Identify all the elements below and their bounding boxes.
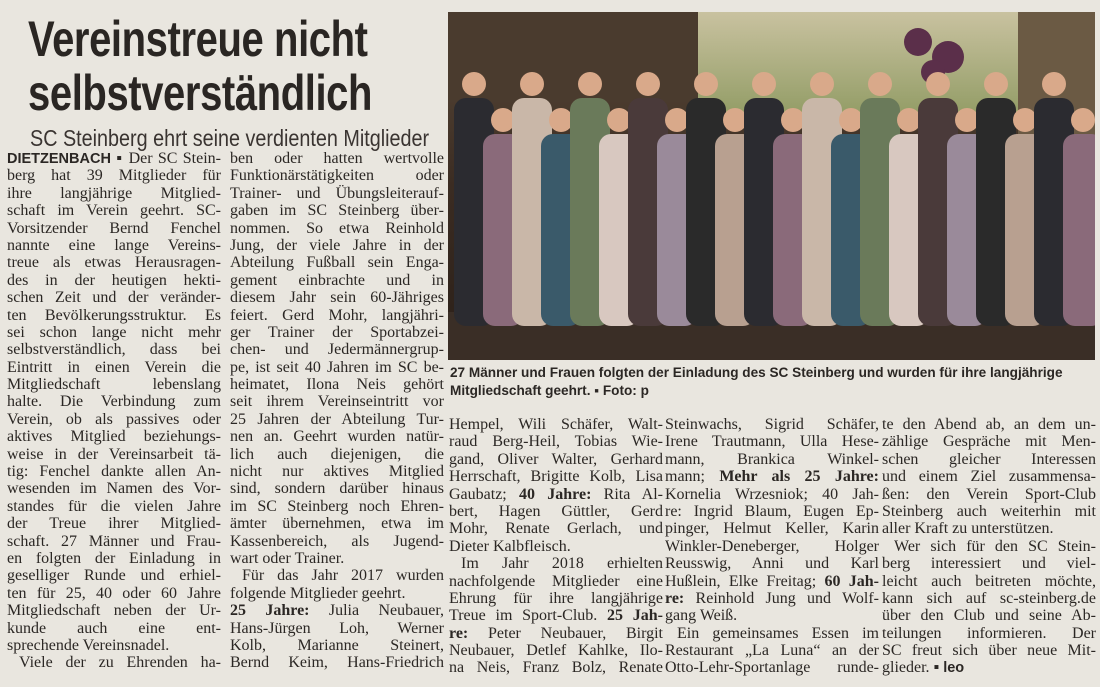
text-line: kunde auch eine ent- [7, 619, 221, 637]
headline-line-2: selbstverständlich [28, 65, 373, 121]
text-segment: Treue im Sport-Club. [449, 607, 608, 625]
text-line: nen an. Geehrt wurden natür- [230, 428, 444, 446]
text-segment: Reinhold Jung und Wolf- [684, 589, 879, 607]
person-head [984, 72, 1008, 96]
text-line: pe, ist seit 40 Jahren im SC be- [230, 358, 444, 376]
text-line: nicht nur aktives Mitglied [230, 463, 444, 481]
text-line: Bernd Keim, Hans-Friedrich [230, 654, 444, 672]
person-head [520, 72, 544, 96]
text-line: Winkler-Deneberger, Holger [665, 537, 879, 555]
text-line: seit ihrem Vereinseintritt vor [230, 393, 444, 411]
text-line [665, 607, 879, 624]
person-head [839, 108, 863, 132]
text-line: halte. Die Verbindung zum [7, 393, 221, 411]
text-line: selbstverständlich, dass bei [7, 341, 221, 359]
text-segment: sprechende Vereinsnadel. [7, 636, 170, 654]
text-line: Steinberg auch weiterhin mit [882, 502, 1096, 520]
text-line [882, 659, 1096, 676]
person-head [607, 108, 631, 132]
person-head [694, 72, 718, 96]
text-line: lich auch diejenigen, die [230, 445, 444, 463]
bold-label: re: [449, 624, 469, 642]
person-head [1042, 72, 1066, 96]
bold-label: 25 Jah- [607, 607, 663, 625]
text-line [665, 468, 879, 485]
text-line: SC freut sich über neue Mit- [882, 642, 1096, 660]
text-line: Restaurant „La Luna“ an der [665, 642, 879, 660]
text-line: berg hat 39 Mitglieder für [7, 167, 221, 185]
text-line: ger Trainer der Sportabzei- [230, 323, 444, 341]
text-line: treue als etwas Herausragen- [7, 254, 221, 272]
person-head [665, 108, 689, 132]
article-column-2 [230, 150, 444, 672]
text-line: teilungen informieren. Der [882, 624, 1096, 642]
text-line: 25 Jahren der Abteilung Tur- [230, 410, 444, 428]
person-head [810, 72, 834, 96]
text-line: geselliger Runde und erhiel- [7, 567, 221, 585]
text-line: kann sich auf sc-steinberg.de [882, 589, 1096, 607]
text-line: schen Zeit und der veränder- [7, 289, 221, 307]
text-line: Vorsitzender Bernd Fenchel [7, 219, 221, 237]
text-line: leicht auch beitreten möchte, [882, 572, 1096, 590]
text-line: te den Abend ab, an dem un- [882, 416, 1096, 433]
dateline: DIETZENBACH [7, 151, 111, 167]
text-line: Mitgliedschaft neben der Ur- [7, 602, 221, 620]
text-line: Herrschaft, Brigitte Kolb, Lisa [449, 468, 663, 486]
person-head [752, 72, 776, 96]
person-head [955, 108, 979, 132]
bold-label: 60 Jah- [824, 572, 879, 590]
text-line: sind, sondern darüber hinaus [230, 480, 444, 498]
person-head [868, 72, 892, 96]
text-line: standes für die vielen Jahre [7, 497, 221, 515]
text-segment: Julia Neubauer, [309, 602, 445, 620]
text-segment: mann; [665, 468, 720, 486]
group-photo-image [448, 12, 1095, 360]
text-line: Steinwachs, Sigrid Schäfer, [665, 416, 879, 433]
text-line: wesenden im Namen des Vor- [7, 480, 221, 498]
text-line: Jung, der viele Jahre in der [230, 236, 444, 254]
article-column-4 [665, 416, 879, 677]
text-segment: Dieter Kalbfleisch. [449, 537, 571, 555]
person-head [781, 108, 805, 132]
text-segment: Viele der zu Ehrenden ha- [19, 654, 221, 672]
text-line: ten für 25, 40 oder 60 Jahre [7, 584, 221, 602]
text-line: weise in der Vereinsarbeit tä- [7, 445, 221, 463]
text-line [449, 538, 663, 555]
group-photo [448, 12, 1095, 360]
text-line: en folgten der Einladung in [7, 549, 221, 567]
text-line: na Neis, Franz Bolz, Renate [449, 659, 663, 677]
text-line: schaft im Verein geehrt. SC- [7, 202, 221, 220]
person-head [926, 72, 950, 96]
text-line: pinger, Helmut Keller, Karin [665, 520, 879, 538]
article-column-1 [7, 150, 221, 672]
photo-caption: 27 Männer und Frauen folgten der Einladung des SC Steinberg und wurden für ihre langjährige Mitgliedschaft geehrt. ▪ Foto: p [450, 365, 1063, 398]
text-segment: Ein gemeinsames Essen im [677, 624, 879, 642]
text-line: raud Berg-Heil, Tobias Wie- [449, 433, 663, 451]
author-tag: leo [943, 660, 965, 677]
text-line: Neubauer, Detlef Kahlke, Ilo- [449, 642, 663, 660]
text-segment: Hußlein, Elke Freitag; [665, 572, 825, 590]
text-line: und einem Ziel zusammensa- [882, 468, 1096, 486]
person-head [636, 72, 660, 96]
text-line: Otto-Lehr-Sportanlage runde- [665, 659, 879, 677]
text-segment: Gaubatz; [449, 485, 519, 503]
person-head [462, 72, 486, 96]
text-segment: folgende Mitglieder geehrt. [230, 584, 406, 602]
text-line [230, 602, 444, 619]
text-line: zählige Gespräche mit Men- [882, 433, 1096, 451]
article-column-3 [449, 416, 663, 677]
text-line [230, 550, 444, 567]
text-segment: Für das Jahr 2017 wurden [242, 567, 444, 585]
text-line: ben oder hatten wertvolle [230, 150, 444, 167]
bold-label: re: [665, 589, 685, 607]
text-line: Reusswig, Anni und Karl [665, 555, 879, 573]
text-line: Hempel, Wili Schäfer, Walt- [449, 416, 663, 433]
text-line: feiert. Gerd Mohr, langjähri- [230, 306, 444, 324]
text-segment: wart oder Trainer. [230, 549, 345, 567]
text-line: schen gleicher Interessen [882, 450, 1096, 468]
text-segment: Peter Neubauer, Birgit [468, 624, 663, 642]
text-line: Eintritt in einen Verein die [7, 358, 221, 376]
text-line: nannte eine lange Vereins- [7, 236, 221, 254]
person-head [549, 108, 573, 132]
text-line: ten Bevölkerungsstruktur. Es [7, 306, 221, 324]
text-line: Hans-Jürgen Loh, Werner [230, 619, 444, 637]
article-column-5 [882, 416, 1096, 677]
text-line [665, 573, 879, 590]
text-line [230, 567, 444, 584]
text-line: Irene Trautmann, Ulla Hese- [665, 433, 879, 451]
text-line: gement einbrachte und in [230, 271, 444, 289]
bold-label: 25 Jahre: [230, 602, 310, 620]
text-line: chen- und Jedermännergrup- [230, 341, 444, 359]
text-line: nachfolgende Mitglieder eine [449, 572, 663, 590]
text-line [449, 607, 663, 624]
text-line [665, 625, 879, 642]
text-line [7, 637, 221, 654]
text-line: bert, Hagen Güttler, Gerd [449, 502, 663, 520]
text-line: aktives Mitglied beziehungs- [7, 428, 221, 446]
text-line: berg interessiert und viel- [882, 555, 1096, 573]
text-line [7, 654, 221, 671]
text-line: diesem Jahr sein 60-Jähriges [230, 289, 444, 307]
headline-line-1: Vereinstreue nicht [28, 11, 368, 67]
text-line: Trainer- und Übungsleiterauf- [230, 184, 444, 202]
text-line: gand, Oliver Walter, Gerhard [449, 450, 663, 468]
person-head [723, 108, 747, 132]
text-line: Abteilung Fußball sein Enga- [230, 254, 444, 272]
text-segment: Rita Al- [591, 485, 663, 503]
text-segment: gang Weiß. [665, 607, 738, 625]
bold-label: 40 Jahre: [519, 485, 592, 503]
text-segment: aller Kraft zu unterstützen. [882, 520, 1054, 538]
text-line [230, 585, 444, 602]
text-line [449, 625, 663, 642]
person-head [1071, 108, 1095, 132]
text-segment: glieder. ▪ [882, 659, 944, 677]
person-head [1013, 108, 1037, 132]
text-segment: Im Jahr 2018 erhielten [461, 555, 663, 573]
text-line: der Treue ihrer Mitglied- [7, 515, 221, 533]
text-line: mann, Brankica Winkel- [665, 450, 879, 468]
text-line [882, 538, 1096, 555]
text-line: schaft. 27 Männer und Frau- [7, 532, 221, 550]
text-line: sei schon lange nicht mehr [7, 323, 221, 341]
text-line: heimatet, Ilona Neis gehört [230, 376, 444, 394]
text-line: Mitgliedschaft lebenslang [7, 376, 221, 394]
text-segment: Wer sich für den SC Stein- [894, 537, 1096, 555]
text-line [882, 520, 1096, 537]
text-line: nommen. So etwa Reinhold [230, 219, 444, 237]
text-line: Ehrung für ihre langjährige [449, 589, 663, 607]
person-silhouette [1063, 134, 1095, 326]
person-head [578, 72, 602, 96]
text-line: ihre langjährige Mitglied- [7, 184, 221, 202]
text-line: gaben im SC Steinberg über- [230, 202, 444, 220]
text-line: im SC Steinberg noch Ehren- [230, 497, 444, 515]
text-line: re: Ingrid Blaum, Eugen Ep- [665, 502, 879, 520]
text-line [449, 486, 663, 503]
bold-label: Mehr als 25 Jahre: [719, 468, 879, 486]
person-head [491, 108, 515, 132]
text-line [7, 150, 221, 167]
text-line: über den Club und seine Ab- [882, 607, 1096, 625]
text-line: ßen: den Verein Sport-Club [882, 485, 1096, 503]
text-line: Mohr, Renate Gerlach, und [449, 520, 663, 538]
text-line [665, 590, 879, 607]
text-line: des in der heutigen hekti- [7, 271, 221, 289]
text-line: ämter übernehmen, etwa im [230, 515, 444, 533]
text-segment: ▪ Der SC Stein- [110, 150, 221, 167]
text-line: Verein, ob als passives oder [7, 410, 221, 428]
text-line: Kolb, Marianne Steinert, [230, 636, 444, 654]
text-line: tig: Fenchel dankte allen An- [7, 463, 221, 481]
text-line: Kornelia Wrzesniok; 40 Jah- [665, 485, 879, 503]
text-line: Kassenbereich, als Jugend- [230, 532, 444, 550]
text-line [449, 555, 663, 572]
text-line: Funktionärstätigkeiten oder [230, 167, 444, 185]
subheadline: SC Steinberg ehrt seine verdienten Mitglieder [30, 125, 430, 151]
person-head [897, 108, 921, 132]
